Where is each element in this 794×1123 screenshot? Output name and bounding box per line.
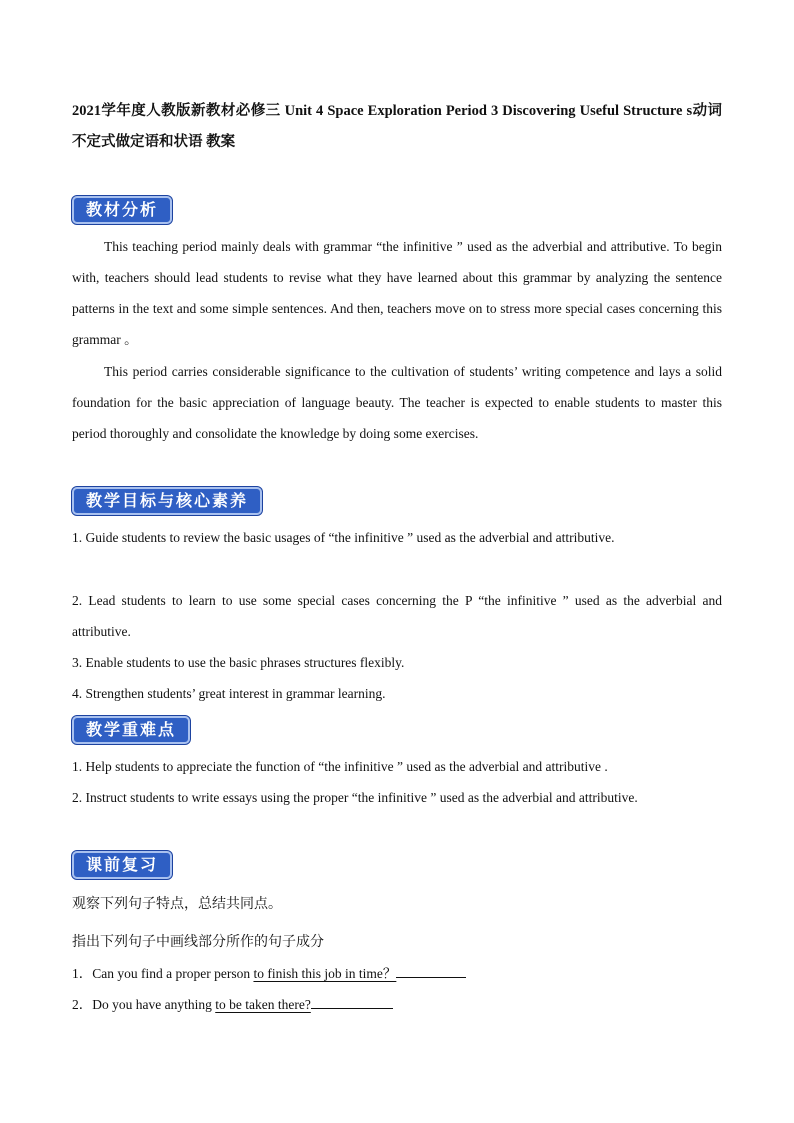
key-point-item-2: 2. Instruct students to write essays using the proper “the infinitive ” used as the adverbial and attributive. [72, 790, 638, 805]
objective-item-1: 1. Guide students to review the basic usages of “the infinitive ” used as the adverbial and attributive. [72, 530, 615, 545]
question-number: 1． [72, 966, 93, 981]
question-text: Can you find a proper person [92, 966, 254, 981]
section-heading-key-points: 教学重难点 [72, 716, 190, 744]
question-text: Do you have anything [92, 997, 216, 1012]
review-instruction-1: 观察下列句子特点，总结共同点。 [72, 896, 282, 912]
question-number: 2． [72, 997, 93, 1012]
objective-item-3: 3. Enable students to use the basic phrases structures flexibly. [72, 655, 405, 670]
objective-item-4: 4. Strengthen students’ great interest in grammar learning. [72, 686, 386, 701]
objective-item-2: 2. Lead students to learn to use some special cases concerning the P “the infinitive ” used as the adverbial and attributive. [72, 593, 722, 639]
section-heading-analysis: 教材分析 [72, 196, 172, 224]
review-instruction-2: 指出下列句子中画线部分所作的句子成分 [72, 934, 324, 950]
analysis-paragraph-1: This teaching period mainly deals with grammar “the infinitive ” used as the adverbial and attributive. To begin with, teachers should lead students to revise what they have learned about this grammar by analyzing the sentence patterns in the text and some simple sentences. And then, teachers move on to stress more special cases concerning this grammar 。 [72, 239, 722, 347]
key-point-item-1: 1. Help students to appreciate the function of “the infinitive ” used as the adverbial and attributive . [72, 759, 608, 774]
analysis-paragraph-2: This period carries considerable significance to the cultivation of students’ writing competence and lays a solid foundation for the basic appreciation of language beauty. The teacher is expected to enable students to master this period thoroughly and consolidate the knowledge by doing some exercises. [72, 364, 722, 441]
review-question-1 [72, 958, 722, 989]
review-question-2 [72, 989, 722, 1020]
section-heading-objectives: 教学目标与核心素养 [72, 487, 262, 515]
section-heading-review: 课前复习 [72, 851, 172, 879]
answer-blank[interactable] [396, 963, 466, 978]
answer-blank[interactable] [311, 994, 393, 1009]
underlined-phrase: to be taken there? [215, 997, 311, 1012]
underlined-phrase: to finish this job in time？ [253, 966, 397, 981]
document-title: 2021学年度人教版新教材必修三 Unit 4 Space Exploration Period 3 Discovering Useful Structure s动词不定式做定语和状语 教案 [72, 103, 722, 150]
